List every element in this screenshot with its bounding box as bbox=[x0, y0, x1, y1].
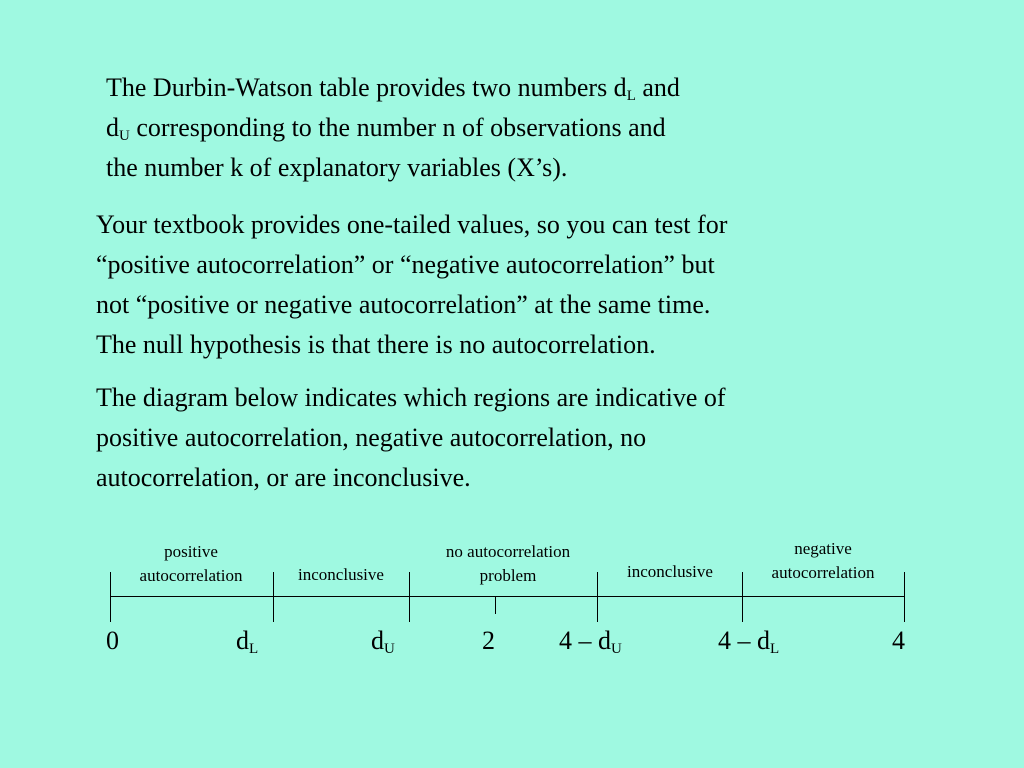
label-two: 2 bbox=[482, 626, 495, 655]
intro-line-3: the number k of explanatory variables (X’s). bbox=[106, 153, 568, 182]
diagram-intro-line-1: The diagram below indicates which regions are indicative of bbox=[96, 383, 726, 412]
label-4-minus-dl-sub: L bbox=[770, 641, 780, 657]
label-four: 4 bbox=[892, 626, 905, 655]
region-inconclusive-left: inconclusive bbox=[298, 565, 384, 584]
intro-line-2-text: corresponding to the number n of observations and bbox=[129, 113, 666, 142]
tick-dl bbox=[273, 572, 274, 622]
tick-2 bbox=[495, 596, 496, 614]
axis-line bbox=[110, 596, 904, 597]
label-dl-sub: L bbox=[249, 641, 259, 657]
region-no-autocorrelation bbox=[410, 540, 606, 588]
diagram-intro-line-3: autocorrelation, or are inconclusive. bbox=[96, 463, 471, 492]
label-dl-d: d bbox=[236, 626, 249, 655]
textbook-line-1: Your textbook provides one-tailed values, so you can test for bbox=[96, 210, 728, 239]
label-4-minus-dl-main: 4 – d bbox=[718, 626, 770, 655]
region-inconclusive-right: inconclusive bbox=[627, 562, 713, 581]
region-negative-line-1: negative bbox=[794, 539, 852, 558]
region-positive-autocorrelation bbox=[112, 540, 270, 588]
label-4-minus-du-sub: U bbox=[611, 641, 622, 657]
tick-4 bbox=[904, 572, 905, 622]
diagram-intro-paragraph bbox=[96, 378, 996, 498]
region-positive-line-1: positive bbox=[164, 542, 218, 561]
label-du bbox=[371, 626, 395, 656]
label-4-minus-du bbox=[559, 626, 622, 656]
intro-paragraph bbox=[106, 68, 926, 188]
intro-line-1-end: and bbox=[635, 73, 680, 102]
region-no-autocorrelation-line-1: no autocorrelation bbox=[445, 542, 571, 561]
region-positive-line-2: autocorrelation bbox=[139, 566, 243, 585]
durbin-watson-diagram bbox=[0, 530, 1024, 680]
intro-line-1-text: The Durbin-Watson table provides two numbers d bbox=[106, 73, 627, 102]
tick-4-minus-dl bbox=[742, 572, 743, 622]
intro-line-2-d: d bbox=[106, 113, 119, 142]
tick-0 bbox=[110, 572, 111, 622]
textbook-line-2: “positive autocorrelation” or “negative autocorrelation” but bbox=[96, 250, 715, 279]
dl-subscript: L bbox=[626, 88, 636, 104]
label-4-minus-du-main: 4 – d bbox=[559, 626, 611, 655]
du-subscript: U bbox=[119, 128, 130, 144]
region-negative-line-2: autocorrelation bbox=[771, 563, 875, 582]
label-4-minus-dl bbox=[718, 626, 779, 656]
textbook-paragraph bbox=[96, 205, 996, 365]
label-du-d: d bbox=[371, 626, 384, 655]
textbook-line-3: not “positive or negative autocorrelation” at the same time. bbox=[96, 290, 711, 319]
textbook-line-4: The null hypothesis is that there is no autocorrelation. bbox=[96, 330, 656, 359]
region-no-autocorrelation-line-2: problem bbox=[479, 566, 537, 585]
label-du-sub: U bbox=[384, 641, 395, 657]
intro-line-2 bbox=[106, 108, 926, 148]
diagram-intro-line-2: positive autocorrelation, negative autocorrelation, no bbox=[96, 423, 647, 452]
intro-line-1 bbox=[106, 68, 926, 108]
label-zero: 0 bbox=[106, 626, 119, 655]
region-negative-autocorrelation bbox=[745, 537, 901, 585]
label-dl bbox=[236, 626, 258, 656]
